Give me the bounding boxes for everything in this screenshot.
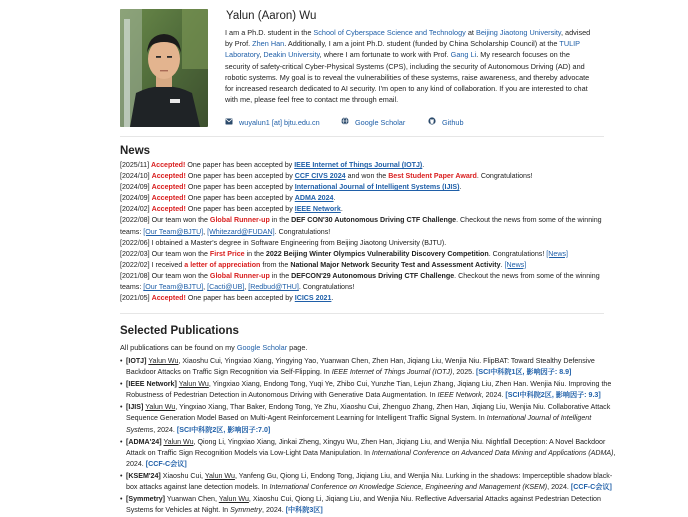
award-text: Global Runner-up bbox=[209, 216, 270, 225]
pub-venue: International Conference on Advanced Data Mining and Applications (ADMA) bbox=[371, 448, 614, 457]
contact-links bbox=[225, 117, 593, 128]
news-text: . Congratulations! bbox=[298, 283, 355, 292]
school-link[interactable]: School of Cyberspace Science and Technology bbox=[313, 28, 466, 37]
news-text: Our team won the bbox=[149, 249, 210, 258]
news-item bbox=[120, 182, 610, 193]
publication-item bbox=[126, 471, 616, 493]
accepted-badge: Accepted! bbox=[151, 205, 186, 214]
author-self: Yalun Wu bbox=[145, 403, 176, 412]
lab-link[interactable]: TULIP Laboratory bbox=[225, 39, 580, 60]
news-text: . Checkout the news from some of the winning teams: bbox=[120, 216, 602, 236]
news-date: [2021/08] bbox=[120, 271, 150, 280]
pub-venue: International Journal of Intelligent Systems bbox=[126, 414, 592, 434]
github-icon bbox=[428, 117, 436, 128]
news-text: . bbox=[500, 260, 505, 269]
event-name: DEF CON'30 Autonomous Driving CTF Challenge bbox=[291, 216, 457, 225]
author-self: Yalun Wu bbox=[178, 380, 209, 389]
github-link[interactable] bbox=[428, 117, 464, 128]
news-text: I obtained a Master's degree in Software Engineering from Beijing Jiaotong University (BJTU). bbox=[149, 238, 447, 247]
news-text: One paper has been accepted by bbox=[185, 294, 295, 303]
author-self: Yalun Wu bbox=[148, 357, 179, 365]
pub-coauthors: Yuanwan Chen, bbox=[165, 495, 219, 504]
publication-item bbox=[126, 356, 616, 378]
event-name: 2022 Beijing Winter Olympics Vulnerability Discovery Competition bbox=[265, 249, 489, 258]
event-name: National Major Network Security Test and Assessment Activity bbox=[290, 260, 501, 269]
news-item bbox=[120, 293, 610, 304]
venue-link[interactable]: IEEE Network bbox=[294, 205, 341, 214]
venue-link[interactable]: ICICS 2021 bbox=[294, 294, 332, 303]
bio-text: , advised by Prof. bbox=[225, 28, 591, 49]
accepted-badge: Accepted! bbox=[151, 161, 186, 169]
bio-text: , where I am fortunate to work with Prof. bbox=[319, 50, 451, 60]
news-text: . bbox=[459, 183, 462, 192]
news-item bbox=[120, 260, 610, 271]
news-text: One paper has been accepted by bbox=[185, 161, 295, 169]
news-date: [2022/08] bbox=[120, 216, 150, 225]
pub-rank: [CCF-C会议] bbox=[145, 459, 187, 468]
news-text: I received bbox=[149, 260, 185, 269]
pub-tag: [Symmetry] bbox=[126, 495, 166, 504]
news-item bbox=[120, 271, 610, 293]
news-text: . Congratulations! bbox=[488, 249, 547, 258]
globe-icon bbox=[341, 117, 349, 128]
news-date: [2022/02] bbox=[120, 260, 150, 269]
author-self: Yalun Wu bbox=[218, 495, 249, 504]
venue-link[interactable]: ADMA 2024 bbox=[294, 194, 334, 203]
publication-list bbox=[120, 356, 616, 517]
pub-authors: , Qiong Li, Yingxiao Xiang, Jinkai Zheng, Xingyu Wu, Zhen Han, Jiqiang Liu, and Wenjia Niu. Nightfall Deception: A Novel Backdoor Attack on Traffic Sign Recognition Models via Low-Light Data Manipulation. In bbox=[126, 437, 606, 457]
news-text: Our team won the bbox=[149, 216, 210, 225]
pub-authors: , Xiaoshu Cui, Qiong Li, Jiqiang Liu, and Wenjia Niu. Reflective Adversarial Attacks against Pedestrian Detection Systems for Vehicles at Night. In bbox=[126, 495, 601, 515]
publication-item bbox=[126, 402, 616, 435]
pub-year: , 2024. bbox=[547, 483, 571, 492]
separator: , bbox=[244, 283, 249, 292]
pub-rank: [SCI中科院1区, 影响因子: 8.9] bbox=[476, 368, 572, 377]
pub-authors: , Yanfeng Gu, Qiong Li, Endong Tong, Jiqiang Liu, and Wenjia Niu. Lurking in the shadows: Imperceptible shadow black-box attacks against lane detection models. In bbox=[126, 471, 613, 492]
bio-section bbox=[225, 9, 593, 128]
divider bbox=[120, 136, 604, 137]
venue-link[interactable]: CCF CIVS 2024 bbox=[294, 172, 346, 181]
pub-year: , 2024. bbox=[262, 506, 286, 515]
advisor-link[interactable]: Zhen Han bbox=[252, 39, 285, 49]
award-text: First Price bbox=[209, 249, 245, 258]
news-item bbox=[120, 204, 610, 215]
news-link[interactable]: [News] bbox=[546, 249, 568, 258]
bio-paragraph bbox=[225, 27, 593, 105]
pub-tag: [IJIS] bbox=[126, 403, 144, 412]
pub-rank: [SCI中科院2区, 影响因子:7.0] bbox=[176, 425, 271, 434]
news-date: [2021/05] bbox=[120, 294, 150, 303]
github-text: Github bbox=[442, 118, 464, 128]
news-date: [2024/10] bbox=[120, 172, 150, 181]
news-text: One paper has been accepted by bbox=[185, 183, 295, 192]
news-item bbox=[120, 171, 610, 182]
email-link[interactable] bbox=[225, 117, 341, 128]
news-text: in the bbox=[244, 249, 266, 258]
pub-authors: , Xiaoshu Cui, Yingxiao Xiang, Yingying Yao, Yuanwan Chen, Zhen Han, Jiqiang Liu, Wenjia Niu. FlipBAT: Toward Stealthy Defensive Backdoor Attacks on Traffic Sign Recognition via Self-Flipping. In bbox=[126, 357, 595, 377]
email-text: wuyalun1 [at] bjtu.edu.cn bbox=[239, 118, 320, 128]
divider bbox=[120, 313, 604, 314]
profile-name: Yalun (Aaron) Wu bbox=[226, 10, 317, 22]
pub-venue: International Conference on Knowledge Science, Engineering and Management (KSEM) bbox=[269, 483, 548, 492]
news-text: . bbox=[333, 194, 336, 203]
news-text: . Congratulations! bbox=[274, 227, 331, 236]
news-link[interactable]: [News] bbox=[504, 260, 527, 269]
venue-link[interactable]: International Journal of Intelligent Systems (IJIS) bbox=[294, 183, 460, 192]
deakin-link[interactable]: Deakin University bbox=[263, 50, 320, 60]
bio-text: I am a Ph.D. student in the bbox=[225, 28, 314, 37]
author-self: Yalun Wu bbox=[163, 437, 194, 446]
pub-venue: Symmetry bbox=[230, 506, 263, 515]
envelope-icon bbox=[225, 117, 233, 128]
news-date: [2022/06] bbox=[120, 238, 150, 247]
google-scholar-text: Google Scholar bbox=[355, 118, 406, 128]
separator: , bbox=[203, 227, 208, 236]
news-text: One paper has been accepted by bbox=[185, 194, 295, 203]
news-text: Our team won the bbox=[149, 271, 210, 280]
accepted-badge: Accepted! bbox=[151, 294, 186, 303]
news-date: [2022/03] bbox=[120, 249, 150, 258]
news-link-team-bjtu[interactable]: [Our Team@BJTU] bbox=[143, 227, 204, 236]
separator: , bbox=[203, 283, 208, 292]
pub-year: , 2025. bbox=[452, 368, 477, 377]
pub-coauthors: Xiaoshu Cui, bbox=[160, 471, 205, 480]
news-link-redbud[interactable]: [Redbud@THU] bbox=[248, 283, 299, 292]
news-text: . Checkout the news from some of the winning teams: bbox=[120, 271, 600, 292]
publication-item bbox=[126, 379, 616, 401]
news-item bbox=[120, 193, 610, 204]
intro-text: All publications can be found on my bbox=[120, 343, 237, 352]
news-text: . bbox=[331, 294, 334, 303]
award-text: a letter of appreciation bbox=[184, 260, 261, 269]
author-self: Yalun Wu bbox=[204, 471, 235, 480]
bio-text: at bbox=[465, 28, 476, 37]
news-date: [2024/09] bbox=[120, 183, 150, 192]
google-scholar-page-link[interactable]: Google Scholar bbox=[236, 343, 288, 352]
publications-title: Selected Publications bbox=[120, 325, 239, 337]
accepted-badge: Accepted! bbox=[151, 183, 186, 192]
award-text: Global Runner-up bbox=[209, 271, 270, 280]
event-name: DEFCON'29 Autonomous Driving CTF Challenge bbox=[291, 271, 455, 280]
news-item bbox=[120, 215, 610, 237]
pub-tag: [KSEM'24] bbox=[126, 471, 161, 480]
publication-item bbox=[126, 494, 616, 516]
pub-authors: , Yingxiao Xiang, Thar Baker, Endong Tong, Ye Zhu, Xiaoshu Cui, Zhenguo Zhang, Zhen Han, Jiqiang Liu, Wenjia Niu. Collaborative Attack Sequence Generation Model Based on Multi-Agent Reinforcement Learning for Intelligent Traffic Signal System. In bbox=[126, 403, 611, 423]
news-text: One paper has been accepted by bbox=[185, 172, 295, 181]
accepted-badge: Accepted! bbox=[151, 194, 186, 203]
news-text: in the bbox=[269, 271, 292, 280]
profile-photo bbox=[120, 9, 208, 127]
news-text: from the bbox=[260, 260, 291, 269]
pub-year: , 2024. bbox=[126, 448, 616, 468]
pub-tag: [ADMA'24] bbox=[126, 437, 162, 446]
news-text: . bbox=[340, 205, 343, 214]
news-link-team-bjtu[interactable]: [Our Team@BJTU] bbox=[143, 283, 204, 292]
publication-item bbox=[126, 437, 616, 470]
pub-tag: [IEEE Network] bbox=[126, 380, 177, 389]
co-advisor-link[interactable]: Gang Li bbox=[450, 50, 477, 60]
news-item bbox=[120, 249, 610, 260]
news-text: . Congratulations! bbox=[476, 172, 533, 181]
pub-authors: , Yingxiao Xiang, Endong Tong, Yuqi Ye, Zhibo Cui, Yunzhe Tian, Lejun Zhang, Jiqiang Liu, Zhen Han. Wenjia Niu. Improving the Robustness of Pedestrian Detection in Autonomous Driving with Generative Data Augmentation. In bbox=[126, 380, 612, 400]
news-date: [2024/09] bbox=[120, 194, 150, 203]
pub-year: , 2024. bbox=[153, 425, 177, 434]
publications-intro bbox=[120, 342, 307, 353]
bio-text: , bbox=[259, 50, 264, 60]
news-link-cacti[interactable]: [Cacti@UB] bbox=[207, 283, 245, 292]
venue-link[interactable]: IEEE Internet of Things Journal (IOTJ) bbox=[294, 161, 423, 169]
news-item bbox=[120, 160, 610, 171]
pub-rank: [中科院3区] bbox=[285, 506, 323, 515]
pub-year: , 2024. bbox=[481, 391, 506, 400]
news-list bbox=[120, 160, 610, 304]
news-text: One paper has been accepted by bbox=[185, 205, 295, 214]
university-link[interactable]: Beijing Jiaotong University bbox=[475, 28, 561, 37]
intro-text: page. bbox=[287, 343, 308, 352]
pub-rank: [SCI中科院2区, 影响因子: 9.3] bbox=[505, 391, 601, 400]
pub-venue: IEEE Internet of Things Journal (IOTJ) bbox=[331, 368, 453, 377]
accepted-badge: Accepted! bbox=[151, 172, 186, 181]
pub-tag: [IOTJ] bbox=[126, 357, 147, 365]
google-scholar-link[interactable] bbox=[341, 117, 428, 128]
pub-venue: IEEE Network bbox=[437, 391, 482, 400]
pub-rank: [CCF-C会议] bbox=[570, 483, 612, 492]
news-text: and won the bbox=[345, 172, 389, 181]
news-text: . bbox=[422, 161, 425, 169]
bio-text: . Additionally, I am a joint Ph.D. student (funded by China Scholarship Council) at the bbox=[284, 39, 560, 49]
news-title: News bbox=[120, 145, 151, 157]
award-text: Best Student Paper Award bbox=[388, 172, 477, 181]
news-link-whitezard[interactable]: [Whitezard@FUDAN] bbox=[207, 227, 275, 236]
news-date: [2025/11] bbox=[120, 161, 150, 169]
news-item bbox=[120, 238, 610, 249]
news-date: [2024/02] bbox=[120, 205, 150, 214]
bio-text: . My research focuses on the security of safety-critical Cyber-Physical Systems (CPS), including the security of Autonomous Driving (AD) and robotic systems. My goal is to reveal the vulnerabilities of these systems, raise awareness, and thereby advocate for increased research dedicated to AI security. I'm open to any kind of collaboration. If you are interested to chat with me, please feel free to contact me through email. bbox=[225, 50, 590, 105]
news-text: in the bbox=[269, 216, 292, 225]
